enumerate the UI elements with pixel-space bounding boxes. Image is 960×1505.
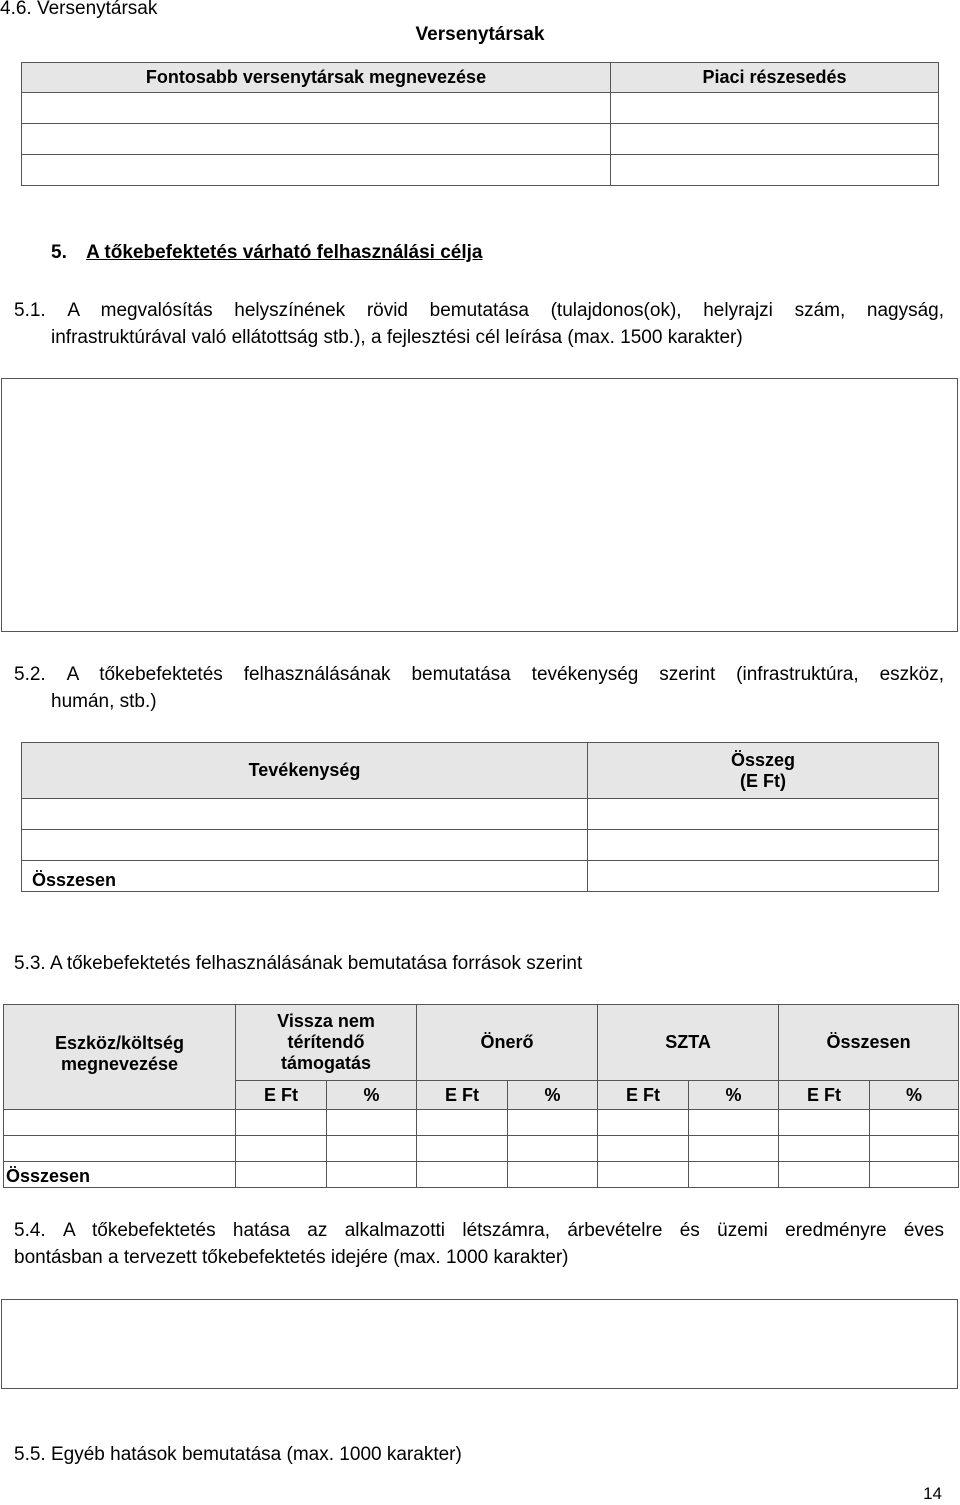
total-label: Összesen	[4, 1162, 236, 1188]
section-number: 4.6.	[0, 0, 32, 19]
table-row	[4, 1110, 959, 1136]
table-total-row	[4, 1162, 959, 1188]
table-cell[interactable]	[417, 1110, 508, 1136]
section-text: bontásban a tervezett tőkebefektetés idejére (max. 1000 karakter)	[14, 1247, 569, 1268]
table-cell[interactable]	[236, 1162, 327, 1188]
unit-header: E Ft	[598, 1081, 689, 1110]
column-header-line: Összeg	[730, 749, 796, 770]
section-title: Egyéb hatások bemutatása (max. 1000 karakter)	[50, 1444, 462, 1465]
column-header-line: (E Ft)	[740, 770, 786, 791]
table-total-row	[22, 861, 939, 892]
column-header: Fontosabb versenytársak megnevezése	[22, 63, 611, 93]
table-cell[interactable]	[22, 830, 588, 861]
table-header-row	[22, 63, 939, 93]
text-entry-box-5-1[interactable]	[1, 378, 958, 632]
table-cell[interactable]	[689, 1162, 779, 1188]
unit-header: %	[327, 1081, 417, 1110]
section-5-2-text	[14, 661, 944, 715]
section-text: A tőkebefektetés hatása az alkalmazotti létszámra, árbevételre és üzemi eredményre éves	[63, 1220, 944, 1241]
unit-header: %	[508, 1081, 598, 1110]
table-cell[interactable]	[870, 1136, 959, 1162]
section-5-1-text	[14, 297, 944, 351]
total-label: Összesen	[22, 861, 588, 892]
unit-header: %	[870, 1081, 959, 1110]
activity-table	[21, 742, 939, 892]
section-text: A tőkebefektetés felhasználásának bemutatása tevékenység szerint (infrastruktúra, eszköz,	[66, 664, 944, 685]
column-header-line: támogatás	[280, 1053, 372, 1073]
table-cell[interactable]	[689, 1110, 779, 1136]
section-number: 5.3.	[14, 953, 46, 974]
page-number: 14	[923, 1484, 942, 1503]
table-cell[interactable]	[611, 124, 939, 155]
section-title: Versenytársak	[36, 0, 158, 19]
section-number: 5.1.	[14, 300, 46, 321]
table-cell[interactable]	[22, 799, 588, 830]
table-header-row	[22, 743, 939, 799]
section-5-5-heading	[14, 1444, 462, 1466]
section-number: 5.2.	[14, 664, 46, 685]
table-cell[interactable]	[779, 1110, 870, 1136]
section-text: infrastruktúrával való ellátottság stb.), a fejlesztési cél leírása (max. 1500 karakter)	[51, 327, 743, 348]
table-cell[interactable]	[508, 1110, 598, 1136]
section-text: humán, stb.)	[51, 691, 157, 712]
table-cell[interactable]	[508, 1136, 598, 1162]
column-header: Piaci részesedés	[611, 63, 939, 93]
unit-header: %	[689, 1081, 779, 1110]
table-row	[22, 155, 939, 186]
table-row	[4, 1136, 959, 1162]
table-cell[interactable]	[417, 1136, 508, 1162]
unit-header: E Ft	[417, 1081, 508, 1110]
column-header: Tevékenység	[22, 743, 588, 799]
column-header	[236, 1005, 417, 1081]
table-cell[interactable]	[611, 155, 939, 186]
table-cell[interactable]	[22, 124, 611, 155]
table-cell[interactable]	[870, 1110, 959, 1136]
table-cell[interactable]	[588, 799, 939, 830]
competitors-table	[21, 62, 939, 186]
table-cell[interactable]	[508, 1162, 598, 1188]
table-cell[interactable]	[689, 1136, 779, 1162]
sources-table	[3, 1004, 959, 1188]
column-header-line: Eszköz/költség	[54, 1033, 185, 1053]
table-cell[interactable]	[598, 1136, 689, 1162]
table-cell[interactable]	[327, 1162, 417, 1188]
column-header	[588, 743, 939, 799]
column-header: SZTA	[598, 1005, 779, 1081]
table-row	[22, 93, 939, 124]
section-number: 5.5.	[14, 1444, 46, 1465]
table-row	[22, 830, 939, 861]
section-title: A tőkebefektetés felhasználásának bemutatása források szerint	[49, 953, 583, 974]
column-header	[4, 1005, 236, 1110]
table-cell[interactable]	[22, 93, 611, 124]
section-text: A megvalósítás helyszínének rövid bemutatása (tulajdonos(ok), helyrajzi szám, nagyság,	[67, 300, 945, 321]
table-cell[interactable]	[779, 1136, 870, 1162]
text-entry-box-5-4[interactable]	[1, 1299, 958, 1389]
table-cell[interactable]	[327, 1136, 417, 1162]
table-cell[interactable]	[779, 1162, 870, 1188]
column-header-line: megnevezése	[60, 1054, 179, 1074]
section-5-4-text	[14, 1217, 944, 1271]
table-cell[interactable]	[327, 1110, 417, 1136]
unit-header: E Ft	[236, 1081, 327, 1110]
section-number: 5.4.	[14, 1220, 46, 1241]
column-header-line: térítendő	[287, 1032, 365, 1052]
table-cell[interactable]	[588, 830, 939, 861]
table-cell[interactable]	[588, 861, 939, 892]
table-cell[interactable]	[611, 93, 939, 124]
table-cell[interactable]	[870, 1162, 959, 1188]
section-4-6-heading	[0, 0, 157, 20]
table-cell[interactable]	[236, 1136, 327, 1162]
section-5-heading	[51, 242, 483, 264]
competitors-table-caption: Versenytársak	[415, 24, 545, 45]
table-row	[22, 799, 939, 830]
table-cell[interactable]	[22, 155, 611, 186]
section-title: A tőkebefektetés várható felhasználási célja	[86, 242, 483, 263]
table-cell[interactable]	[236, 1110, 327, 1136]
table-cell[interactable]	[598, 1110, 689, 1136]
column-header: Összesen	[779, 1005, 959, 1081]
section-number: 5.	[51, 242, 67, 263]
section-5-3-heading	[14, 953, 582, 975]
table-cell[interactable]	[4, 1136, 236, 1162]
table-header-row	[4, 1005, 959, 1081]
column-header-line: Vissza nem	[277, 1011, 375, 1031]
column-header: Önerő	[417, 1005, 598, 1081]
table-cell[interactable]	[598, 1162, 689, 1188]
table-row	[22, 124, 939, 155]
unit-header: E Ft	[779, 1081, 870, 1110]
table-cell[interactable]	[417, 1162, 508, 1188]
table-cell[interactable]	[4, 1110, 236, 1136]
